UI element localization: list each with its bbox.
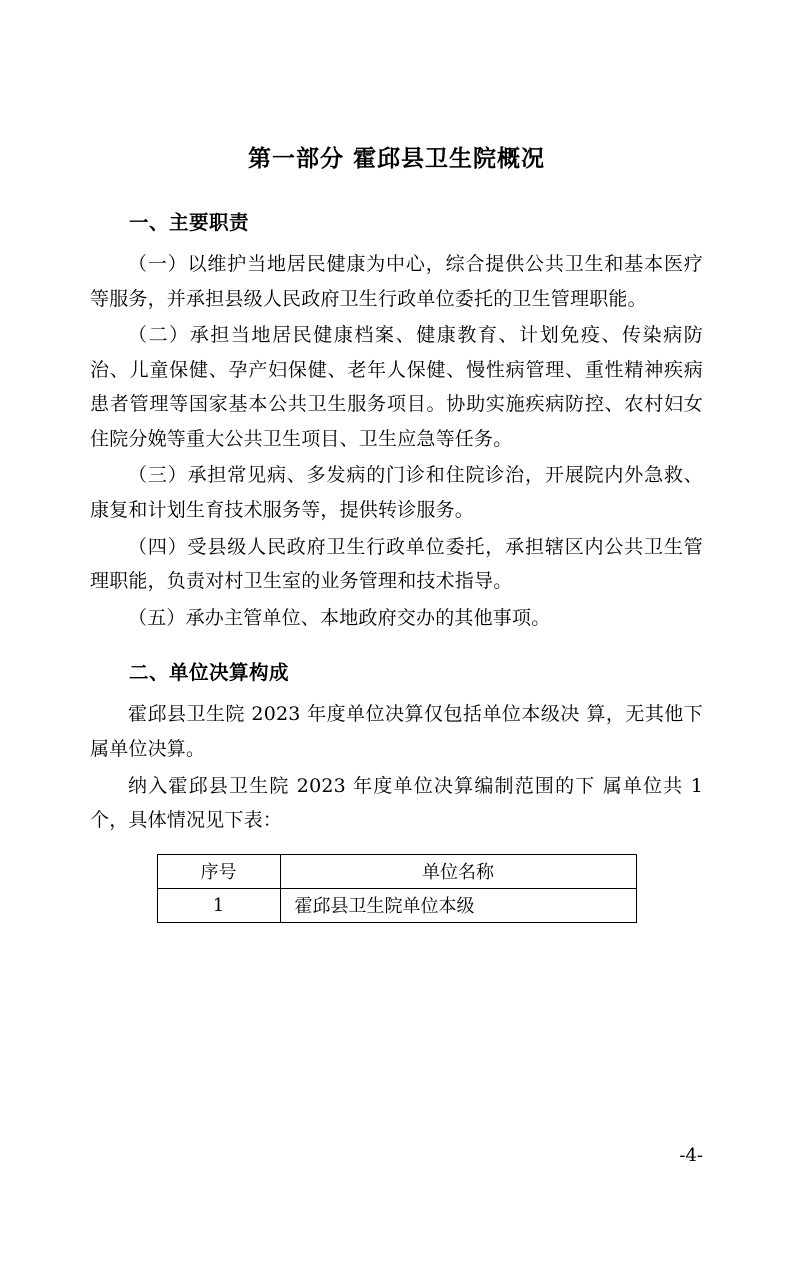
table-header-no: 序号 <box>157 854 280 888</box>
table-row <box>157 888 636 922</box>
paragraph-composition-1: 霍邱县卫生院 2023 年度单位决算仅包括单位本级决 算，无其他下属单位决算。 <box>90 703 703 760</box>
paragraph-duty-4: （四）受县级人民政府卫生行政单位委托，承担辖区内公共卫生管理职能，负责对村卫生室的业务管理和技术指导。 <box>90 535 703 593</box>
table-cell-no: 1 <box>157 888 280 922</box>
table-cell-unit-name: 霍邱县卫生院单位本级 <box>280 888 636 922</box>
document-page <box>0 140 793 1262</box>
paragraph-composition-2: 纳入霍邱县卫生院 2023 年度单位决算编制范围的下 属单位共 1 个，具体情况见下表： <box>90 774 703 832</box>
unit-list-table <box>157 854 637 923</box>
page-number: -4- <box>679 1145 703 1166</box>
section-heading-duties: 一、主要职责 <box>129 211 250 234</box>
page-title: 第一部分 霍邱县卫生院概况 <box>247 145 545 172</box>
paragraph-duty-2: （二）承担当地居民健康档案、健康教育、计划免疫、传染病防治、儿童保健、孕产妇保健、老年人保健、慢性病管理、重性精神疾病患者管理等国家基本公共卫生服务项目。协助实施疾病防控、农村妇女住院分娩等重大公共卫生项目、卫生应急等任务。 <box>90 324 703 450</box>
section-heading-composition: 二、单位决算构成 <box>129 661 290 685</box>
table-header-row <box>157 854 636 888</box>
paragraph-duty-5: （五）承办主管单位、本地政府交办的其他事项。 <box>128 606 551 629</box>
table-header-unit-name: 单位名称 <box>280 854 636 888</box>
paragraph-duty-1: （一）以维护当地居民健康为中心，综合提供公共卫生和基本医疗等服务，并承担县级人民政府卫生行政单位委托的卫生管理职能。 <box>90 253 703 310</box>
paragraph-duty-3: （三）承担常见病、多发病的门诊和住院诊治，开展院内外急救、康复和计划生育技术服务等，提供转诊服务。 <box>90 464 703 522</box>
